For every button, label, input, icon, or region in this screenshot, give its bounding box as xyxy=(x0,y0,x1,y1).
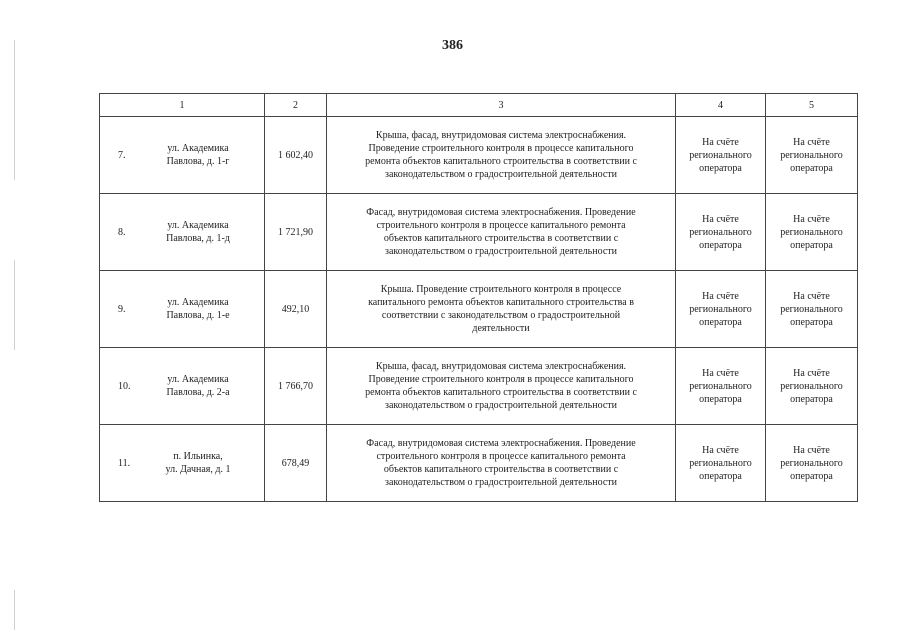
column-4-line: регионального xyxy=(689,226,752,238)
table-row xyxy=(100,117,858,194)
column-5-line: оператора xyxy=(790,393,833,405)
works-line: законодательством о градостроительной деятельности xyxy=(385,169,617,180)
scan-artifact-line xyxy=(14,40,15,180)
table-header-row xyxy=(100,94,858,117)
works-line: Проведение строительного контроля в процессе капитального xyxy=(368,143,634,154)
column-4-line: На счёте xyxy=(702,444,739,456)
column-4-line: регионального xyxy=(689,380,752,392)
column-5-line: На счёте xyxy=(793,136,830,148)
header-cell-1: 1 xyxy=(100,94,265,117)
works-cell xyxy=(327,194,676,271)
works-line: Фасад, внутридомовая система электроснабжения. Проведение xyxy=(366,207,636,218)
column-4-line: оператора xyxy=(699,239,742,251)
address xyxy=(144,296,260,322)
column-5-line: На счёте xyxy=(793,213,830,225)
column-4-cell xyxy=(676,117,766,194)
column-5-line: регионального xyxy=(780,149,843,161)
number-address-cell xyxy=(100,194,265,271)
address-line: ул. Академика xyxy=(167,220,229,231)
column-4-line: оператора xyxy=(699,316,742,328)
works-line: объектов капитального строительства в соответствии с xyxy=(383,464,619,475)
header-cell-3: 3 xyxy=(327,94,676,117)
works-line: строительного контроля в процессе капитального ремонта xyxy=(376,220,626,231)
table-row xyxy=(100,271,858,348)
column-5-line: оператора xyxy=(790,239,833,251)
works-line: законодательством о градостроительной деятельности xyxy=(385,246,617,257)
column-5-line: На счёте xyxy=(793,367,830,379)
header-cell-2: 2 xyxy=(265,94,327,117)
works-line: законодательством о градостроительной деятельности xyxy=(385,400,617,411)
column-5-cell xyxy=(766,348,858,425)
header-cell-5: 5 xyxy=(766,94,858,117)
column-5-cell xyxy=(766,271,858,348)
address-line: п. Ильинка, xyxy=(173,451,223,462)
page-number: 386 xyxy=(442,38,463,53)
works-cell xyxy=(327,117,676,194)
works-line: капитального ремонта объектов капитального строительства в xyxy=(368,297,634,308)
address-line: ул. Академика xyxy=(167,143,229,154)
column-4-line: На счёте xyxy=(702,367,739,379)
number-address-cell xyxy=(100,117,265,194)
address-line: Павлова, д. 1-г xyxy=(166,156,230,167)
table-row xyxy=(100,425,858,502)
works-line: Крыша, фасад, внутридомовая система электроснабжения. xyxy=(375,361,627,372)
address xyxy=(144,450,260,476)
address-line: Павлова, д. 1-е xyxy=(166,310,230,321)
column-4-cell xyxy=(676,271,766,348)
works-line: Фасад, внутридомовая система электроснабжения. Проведение xyxy=(366,438,636,449)
column-5-line: регионального xyxy=(780,303,843,315)
column-4-line: регионального xyxy=(689,149,752,161)
works-line: законодательством о градостроительной деятельности xyxy=(385,477,617,488)
header-cell-4: 4 xyxy=(676,94,766,117)
area-cell: 1 721,90 xyxy=(265,194,327,271)
column-4-line: оператора xyxy=(699,393,742,405)
row-number: 11. xyxy=(118,457,131,469)
table-row xyxy=(100,348,858,425)
column-4-cell xyxy=(676,348,766,425)
address-line: Павлова, д. 2-а xyxy=(166,387,230,398)
column-5-line: регионального xyxy=(780,457,843,469)
number-address-cell xyxy=(100,348,265,425)
column-4-line: На счёте xyxy=(702,136,739,148)
column-5-cell xyxy=(766,117,858,194)
column-5-line: регионального xyxy=(780,380,843,392)
column-5-line: оператора xyxy=(790,470,833,482)
column-4-line: оператора xyxy=(699,470,742,482)
column-4-line: регионального xyxy=(689,457,752,469)
works-cell xyxy=(327,425,676,502)
column-5-line: оператора xyxy=(790,162,833,174)
area-cell: 492,10 xyxy=(265,271,327,348)
row-number: 10. xyxy=(118,380,131,392)
address xyxy=(144,142,260,168)
works-table xyxy=(99,93,858,502)
area-cell: 678,49 xyxy=(265,425,327,502)
works-line: Крыша, фасад, внутридомовая система электроснабжения. xyxy=(375,130,627,141)
table-row xyxy=(100,194,858,271)
works-line: Крыша. Проведение строительного контроля в процессе xyxy=(380,284,622,295)
number-address-cell xyxy=(100,271,265,348)
column-5-cell xyxy=(766,425,858,502)
works-line: Проведение строительного контроля в процессе капитального xyxy=(368,374,634,385)
address xyxy=(144,219,260,245)
works-line: ремонта объектов капитального строительства в соответствии с xyxy=(365,156,637,167)
address-line: ул. Академика xyxy=(167,374,229,385)
column-5-line: На счёте xyxy=(793,444,830,456)
number-address-cell xyxy=(100,425,265,502)
column-5-line: регионального xyxy=(780,226,843,238)
works-line: соответствии с законодательством о градостроительной xyxy=(381,310,621,321)
column-4-line: На счёте xyxy=(702,213,739,225)
address-line: ул. Академика xyxy=(167,297,229,308)
works-cell xyxy=(327,271,676,348)
works-line: строительного контроля в процессе капитального ремонта xyxy=(376,451,626,462)
column-4-cell xyxy=(676,194,766,271)
area-cell: 1 602,40 xyxy=(265,117,327,194)
scan-artifact-line xyxy=(14,590,15,630)
works-cell xyxy=(327,348,676,425)
works-line: деятельности xyxy=(472,323,530,334)
address-line: Павлова, д. 1-д xyxy=(166,233,230,244)
row-number: 9. xyxy=(118,303,126,315)
column-4-cell xyxy=(676,425,766,502)
column-5-line: оператора xyxy=(790,316,833,328)
column-5-cell xyxy=(766,194,858,271)
works-line: объектов капитального строительства в соответствии с xyxy=(383,233,619,244)
address xyxy=(144,373,260,399)
column-5-line: На счёте xyxy=(793,290,830,302)
area-cell: 1 766,70 xyxy=(265,348,327,425)
column-4-line: оператора xyxy=(699,162,742,174)
column-4-line: На счёте xyxy=(702,290,739,302)
scan-artifact-line xyxy=(14,260,15,350)
column-4-line: регионального xyxy=(689,303,752,315)
works-line: ремонта объектов капитального строительства в соответствии с xyxy=(365,387,637,398)
address-line: ул. Дачная, д. 1 xyxy=(165,464,231,475)
row-number: 7. xyxy=(118,149,126,161)
row-number: 8. xyxy=(118,226,126,238)
